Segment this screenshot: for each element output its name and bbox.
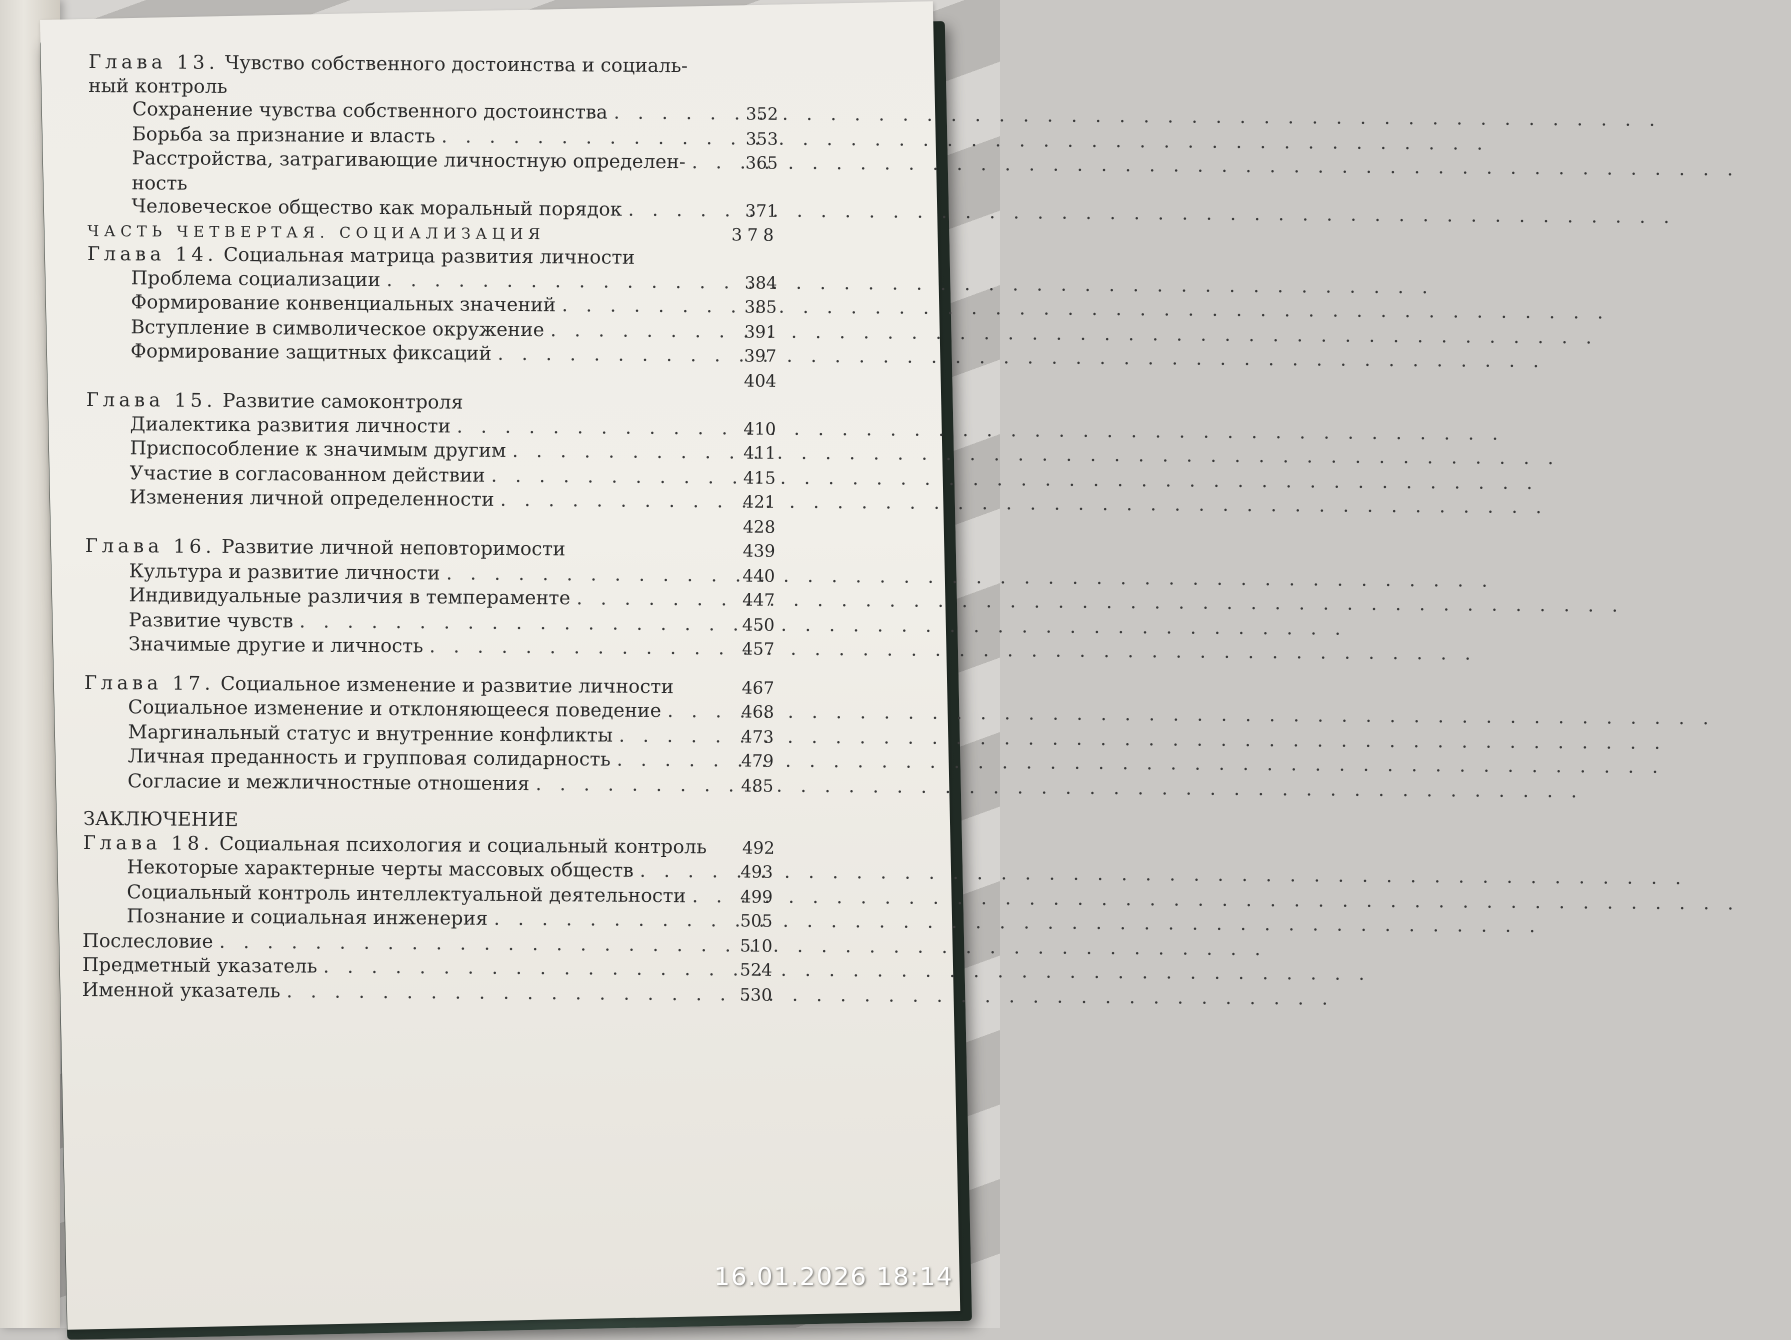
toc-entry-title: Согласие и межличностные отношения (127, 769, 530, 795)
toc-leader-dots (299, 610, 723, 636)
toc-leader-dots (535, 773, 721, 798)
toc-entry-title: Борьба за признание и власть (132, 122, 436, 147)
toc-entry-title: Культура и развитие личности (128, 559, 441, 584)
toc-entry-title: ЗАКЛЮЧЕНИЕ (83, 807, 239, 832)
table-of-contents (82, 51, 779, 1008)
toc-page-number: 411 (743, 443, 776, 464)
toc-page-number: 492 (742, 838, 775, 859)
toc-page-number: 365 (745, 153, 778, 174)
toc-leader-dots (386, 269, 725, 295)
toc-page-number: 397 (744, 346, 777, 367)
toc-chapter-title: Социальное изменение и развитие личности (220, 672, 674, 698)
toc-chapter-title: Социальная матрица развития личности (223, 243, 635, 269)
toc-page-number: 352 (745, 104, 779, 125)
toc-entry-title: Человеческое общество как моральный порядок (131, 195, 623, 221)
toc-chapter-label: Глава 15. (86, 388, 217, 412)
toc-chapter-heading (83, 831, 707, 859)
toc-page-number: 391 (744, 322, 777, 343)
toc-entry-title: Личная преданность и групповая солидарность (127, 745, 611, 771)
toc-page-number: 415 (743, 468, 776, 489)
toc-page-number: 384 (744, 273, 778, 294)
toc-page-number: 439 (742, 541, 776, 562)
toc-page-number: 457 (741, 639, 775, 660)
toc-page-number: 505 (740, 911, 773, 932)
toc-leader-dots (512, 440, 724, 465)
toc-entry-title: Расстройства, затрагивающие личностную определен- (131, 147, 686, 174)
toc-entry-title: ный контроль (88, 74, 228, 98)
toc-chapter-title: Социальная психология и социальный контроль (219, 832, 707, 858)
toc-entry-title: Маргинальный статус и внутренние конфликты (127, 720, 613, 747)
toc-leader-dots (457, 415, 724, 440)
toc-entry-title: Приспособление к значимым другим (129, 437, 507, 462)
watermark (960, 1300, 1000, 1320)
toc-leader-dots (446, 562, 723, 587)
toc-page-number: 447 (742, 590, 775, 611)
toc-page-number: 467 (741, 678, 775, 699)
toc-chapter-label: Глава 14. (87, 242, 218, 266)
toc-entry-title: Формирование конвенциальных значений (130, 291, 556, 317)
toc-entry-title: ность (131, 171, 188, 195)
toc-leader-dots (219, 930, 720, 957)
toc-leader-dots (692, 151, 726, 175)
toc-chapter-title: Развитие самоконтроля (222, 389, 464, 414)
toc-leader-dots (640, 860, 721, 884)
toc-page-number: 353 (745, 129, 779, 150)
toc-page-number: 485 (741, 776, 774, 797)
toc-page-number: 450 (742, 615, 775, 636)
toc-page-number: 499 (740, 887, 773, 908)
toc-leader-dots (429, 635, 722, 661)
photo-timestamp: 16.01.2026 18:14 (714, 1262, 954, 1291)
toc-leader-dots (323, 956, 720, 982)
toc-chapter-label: Глава 18. (83, 831, 214, 855)
toc-leader-dots (498, 343, 725, 368)
toc-page-number: 493 (740, 862, 774, 883)
toc-page-number: 530 (739, 985, 773, 1006)
toc-chapter-title: Чувство собственного достоинства и социаль- (224, 51, 688, 78)
toc-chapter-heading (85, 535, 565, 562)
book-page (40, 1, 960, 1329)
toc-leader-dots (614, 102, 727, 126)
toc-leader-dots (491, 464, 724, 489)
toc-entry-title: Предметный указатель (82, 953, 318, 978)
toc-chapter-heading (84, 671, 674, 699)
toc-leader-dots (562, 294, 725, 319)
toc-leader-dots (441, 125, 726, 150)
toc-chapter-title: Развитие личной неповторимости (221, 535, 566, 561)
toc-leader-dots (286, 980, 720, 1007)
toc-entry-title: Проблема социализации (131, 266, 381, 291)
toc-entry-title: Диалектика развития личности (129, 412, 451, 438)
toc-entry-title: Развитие чувств (128, 608, 294, 632)
toc-leader-dots (494, 908, 721, 933)
toc-entry (82, 978, 772, 1007)
toc-chapter-label: Глава 13. (88, 50, 219, 74)
toc-page-number: 468 (741, 702, 775, 723)
toc-entry-title: Сохранение чувства собственного достоинства (132, 98, 608, 124)
toc-entry-title: Изменения личной определенности (129, 486, 495, 511)
toc-page-number: 371 (745, 201, 778, 222)
toc-leader-dots (617, 749, 722, 773)
toc-page-number: 385 (744, 297, 777, 318)
toc-entry-title: Социальное изменение и отклоняющееся поведение (128, 696, 662, 723)
toc-entry-title: Послесловие (82, 929, 214, 953)
toc-page-number: 524 (739, 960, 773, 981)
toc-leader-dots (692, 885, 721, 909)
toc-chapter-label: Глава 16. (85, 534, 216, 558)
toc-page-number: 479 (741, 751, 774, 772)
toc-leader-dots (667, 700, 722, 724)
toc-page-number: 404 (743, 371, 777, 392)
toc-leader-dots (619, 724, 722, 748)
toc-leader-dots (500, 489, 723, 514)
toc-entry-title: Формирование защитных фиксаций (130, 340, 492, 365)
toc-page-number: 428 (742, 517, 776, 538)
toc-page-number: 410 (743, 419, 777, 440)
toc-leader-dots (576, 587, 723, 612)
toc-entry-title: Социальный контроль интеллектуальной деятельности (126, 880, 687, 907)
toc-page-number: 421 (743, 492, 776, 513)
toc-page-number: 378 (731, 224, 779, 246)
toc-entry-title: Познание и социальная инженерия (126, 905, 488, 930)
toc-page-number: 473 (741, 727, 774, 748)
toc-entry-title: Вступление в символическое окружение (130, 315, 545, 341)
toc-chapter-heading (86, 389, 463, 415)
toc-entry-title: Именной указатель (82, 978, 281, 1002)
toc-leader-dots (628, 199, 726, 223)
toc-entry-title: ЧАСТЬ ЧЕТВЕРТАЯ. СОЦИАЛИЗАЦИЯ (87, 221, 546, 243)
toc-leader-dots (550, 319, 725, 344)
toc-entry-title: Значимые другие и личность (128, 633, 424, 658)
toc-entry-title: Участие в согласованном действии (129, 461, 486, 487)
toc-chapter-label: Глава 17. (84, 671, 215, 695)
toc-entry-title: Некоторые характерные черты массовых обществ (126, 856, 634, 882)
toc-entry-title: Индивидуальные различия в темпераменте (128, 584, 571, 610)
toc-page-number: 440 (742, 566, 776, 587)
toc-page-number: 510 (739, 936, 773, 957)
